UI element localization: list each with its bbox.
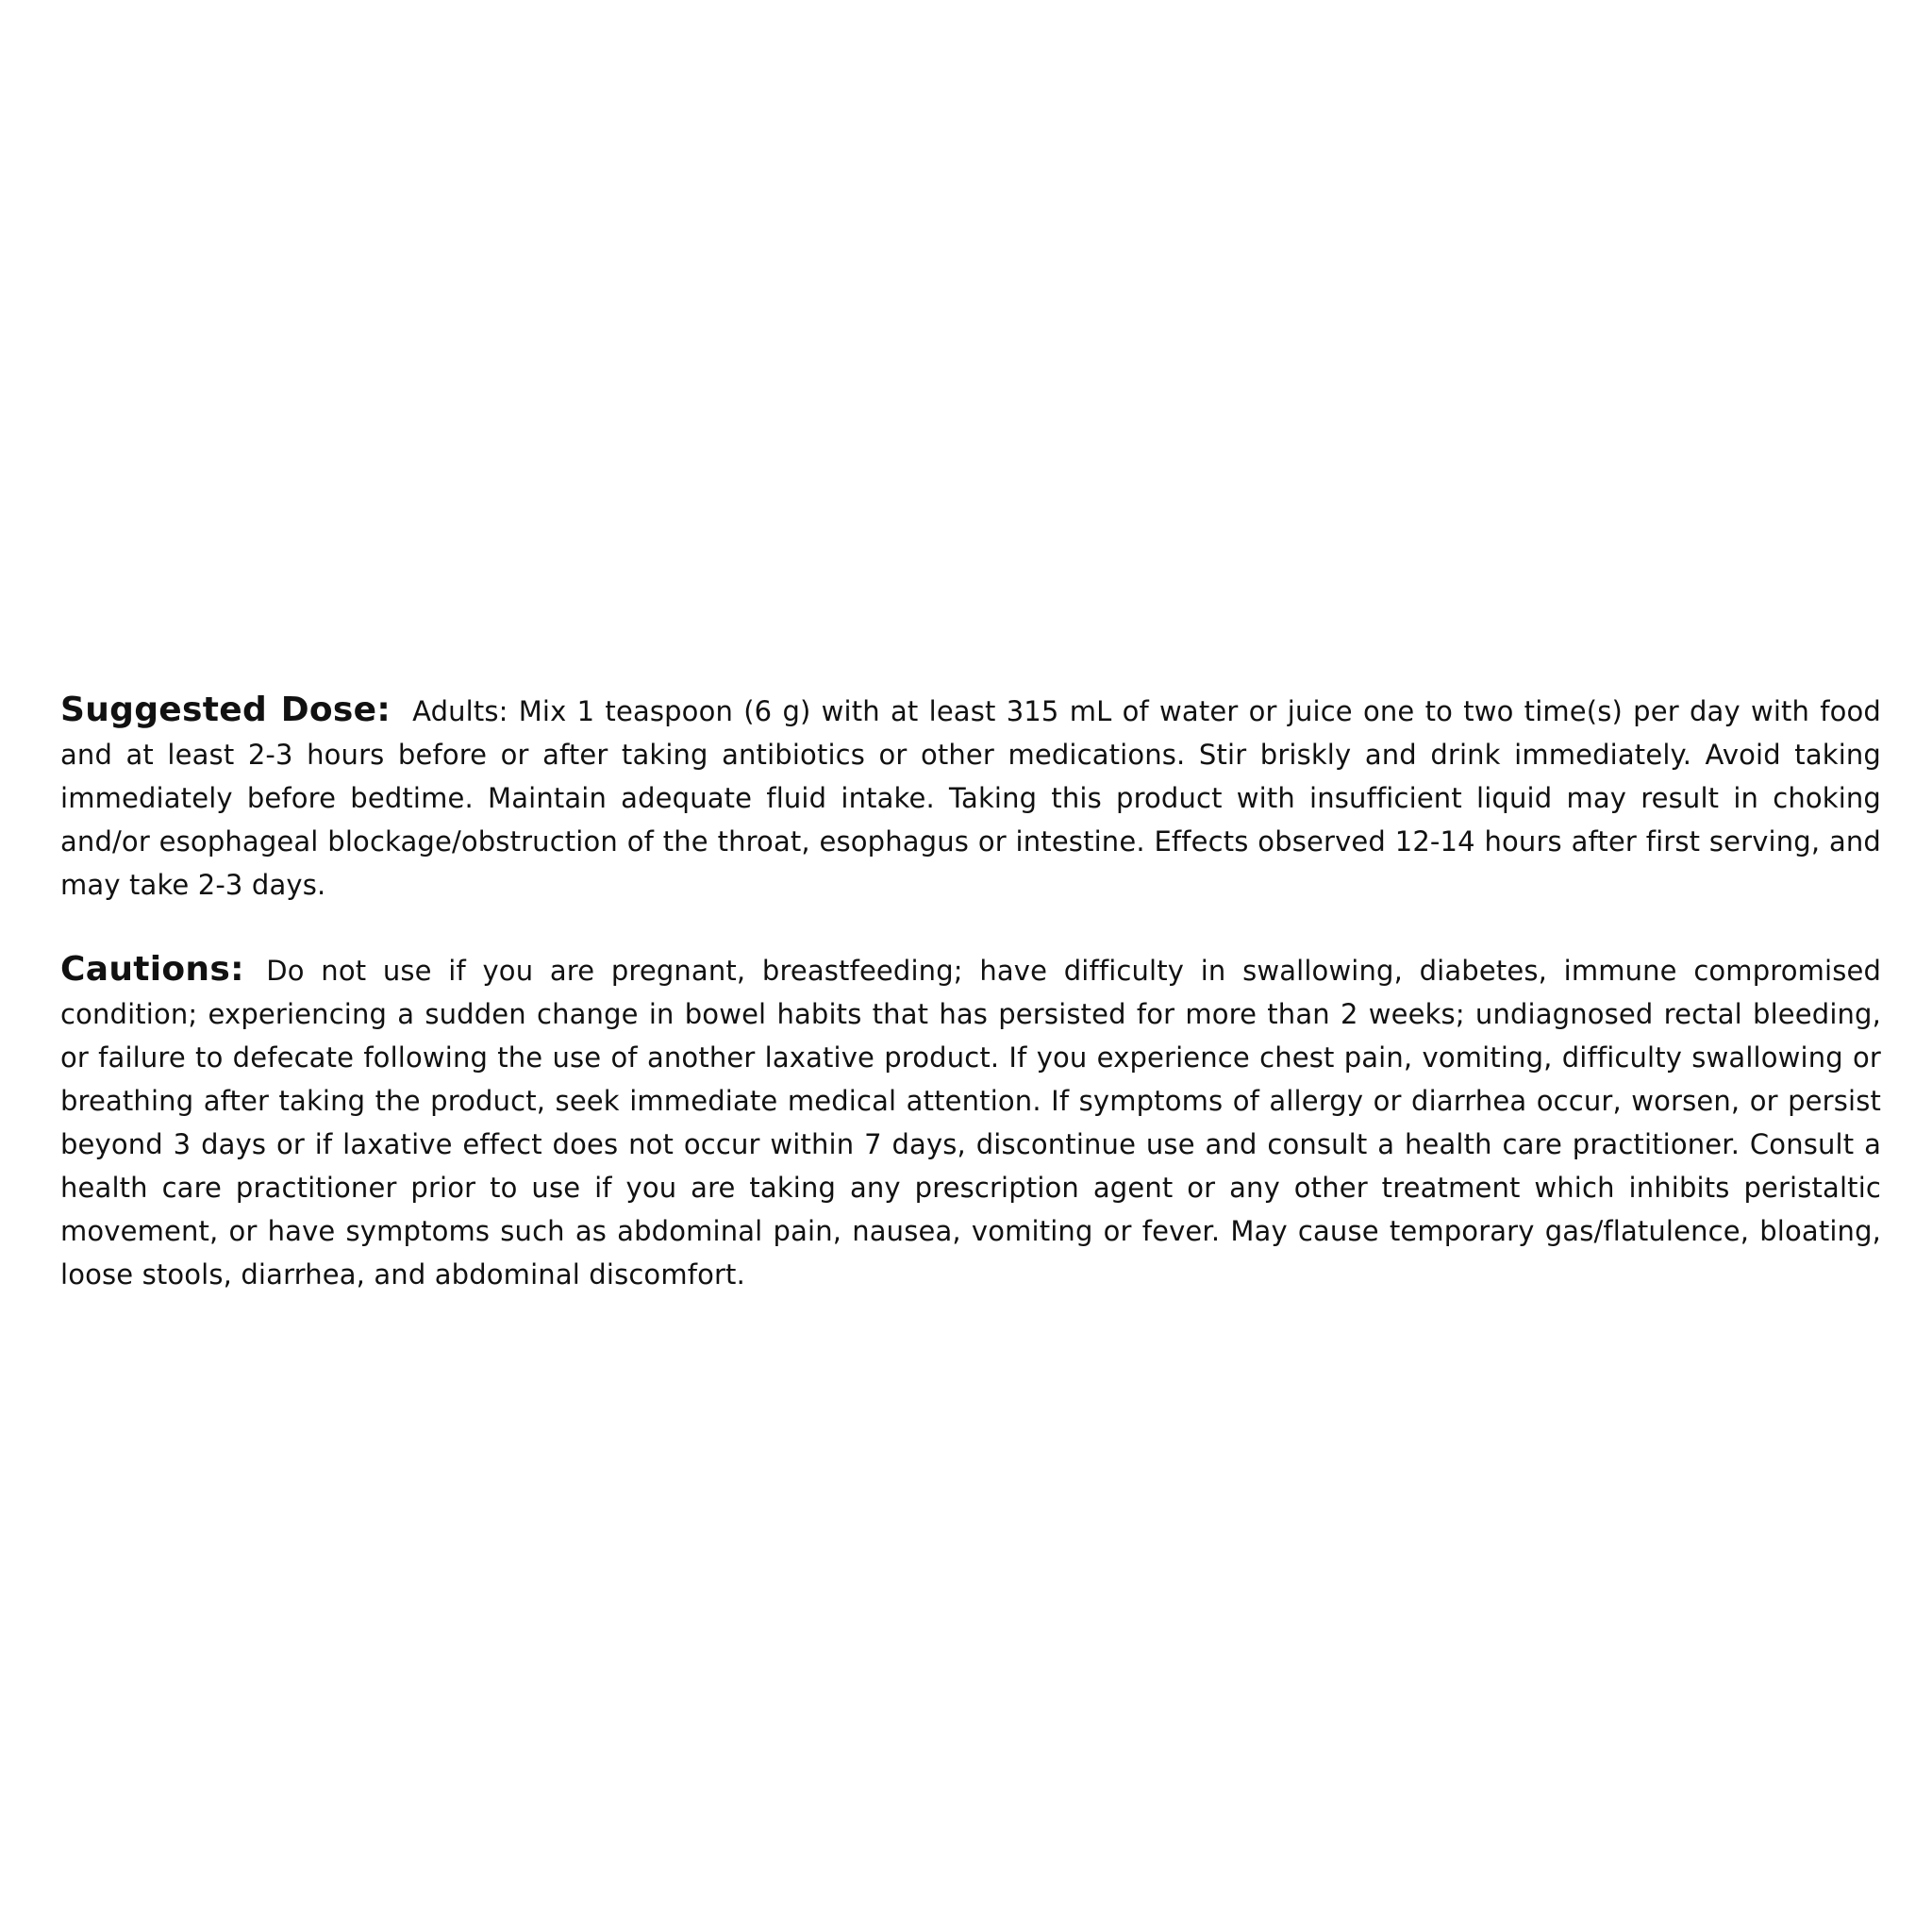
suggested-dose-text: Adults: Mix 1 teaspoon (6 g) with at least 315 mL of water or juice one to two time(s) per day with food and at least 2-3 hours before or after taking antibiotics or other medications. Stir briskly and drink immediately. Avoid taking immediately before bedtime. Maintain adequate fluid intake. Taking this product with insufficient liquid may result in choking and/or esophageal blockage/obstruction of the throat, esophagus or intestine. Effects observed 12-14 hours after first serving, and may take 2-3 days. <box>60 695 1881 901</box>
cautions-heading: Cautions: <box>60 950 244 989</box>
cautions-section <box>60 948 1881 1296</box>
cautions-text: Do not use if you are pregnant, breastfeeding; have difficulty in swallowing, diabetes, immune compromised condition; experiencing a sudden change in bowel habits that has persisted for more than 2 weeks; undiagnosed rectal bleeding, or failure to defecate following the use of another laxative product. If you experience chest pain, vomiting, difficulty swallowing or breathing after taking the product, seek immediate medical attention. If symptoms of allergy or diarrhea occur, worsen, or persist beyond 3 days or if laxative effect does not occur within 7 days, discontinue use and consult a health care practitioner. Consult a health care practitioner prior to use if you are taking any prescription agent or any other treatment which inhibits peristaltic movement, or have symptoms such as abdominal pain, nausea, vomiting or fever. May cause temporary gas/flatulence, bloating, loose stools, diarrhea, and abdominal discomfort. <box>60 955 1882 1291</box>
label-text-panel <box>60 689 1881 1338</box>
suggested-dose-section <box>60 689 1881 907</box>
suggested-dose-heading: Suggested Dose: <box>60 691 391 729</box>
